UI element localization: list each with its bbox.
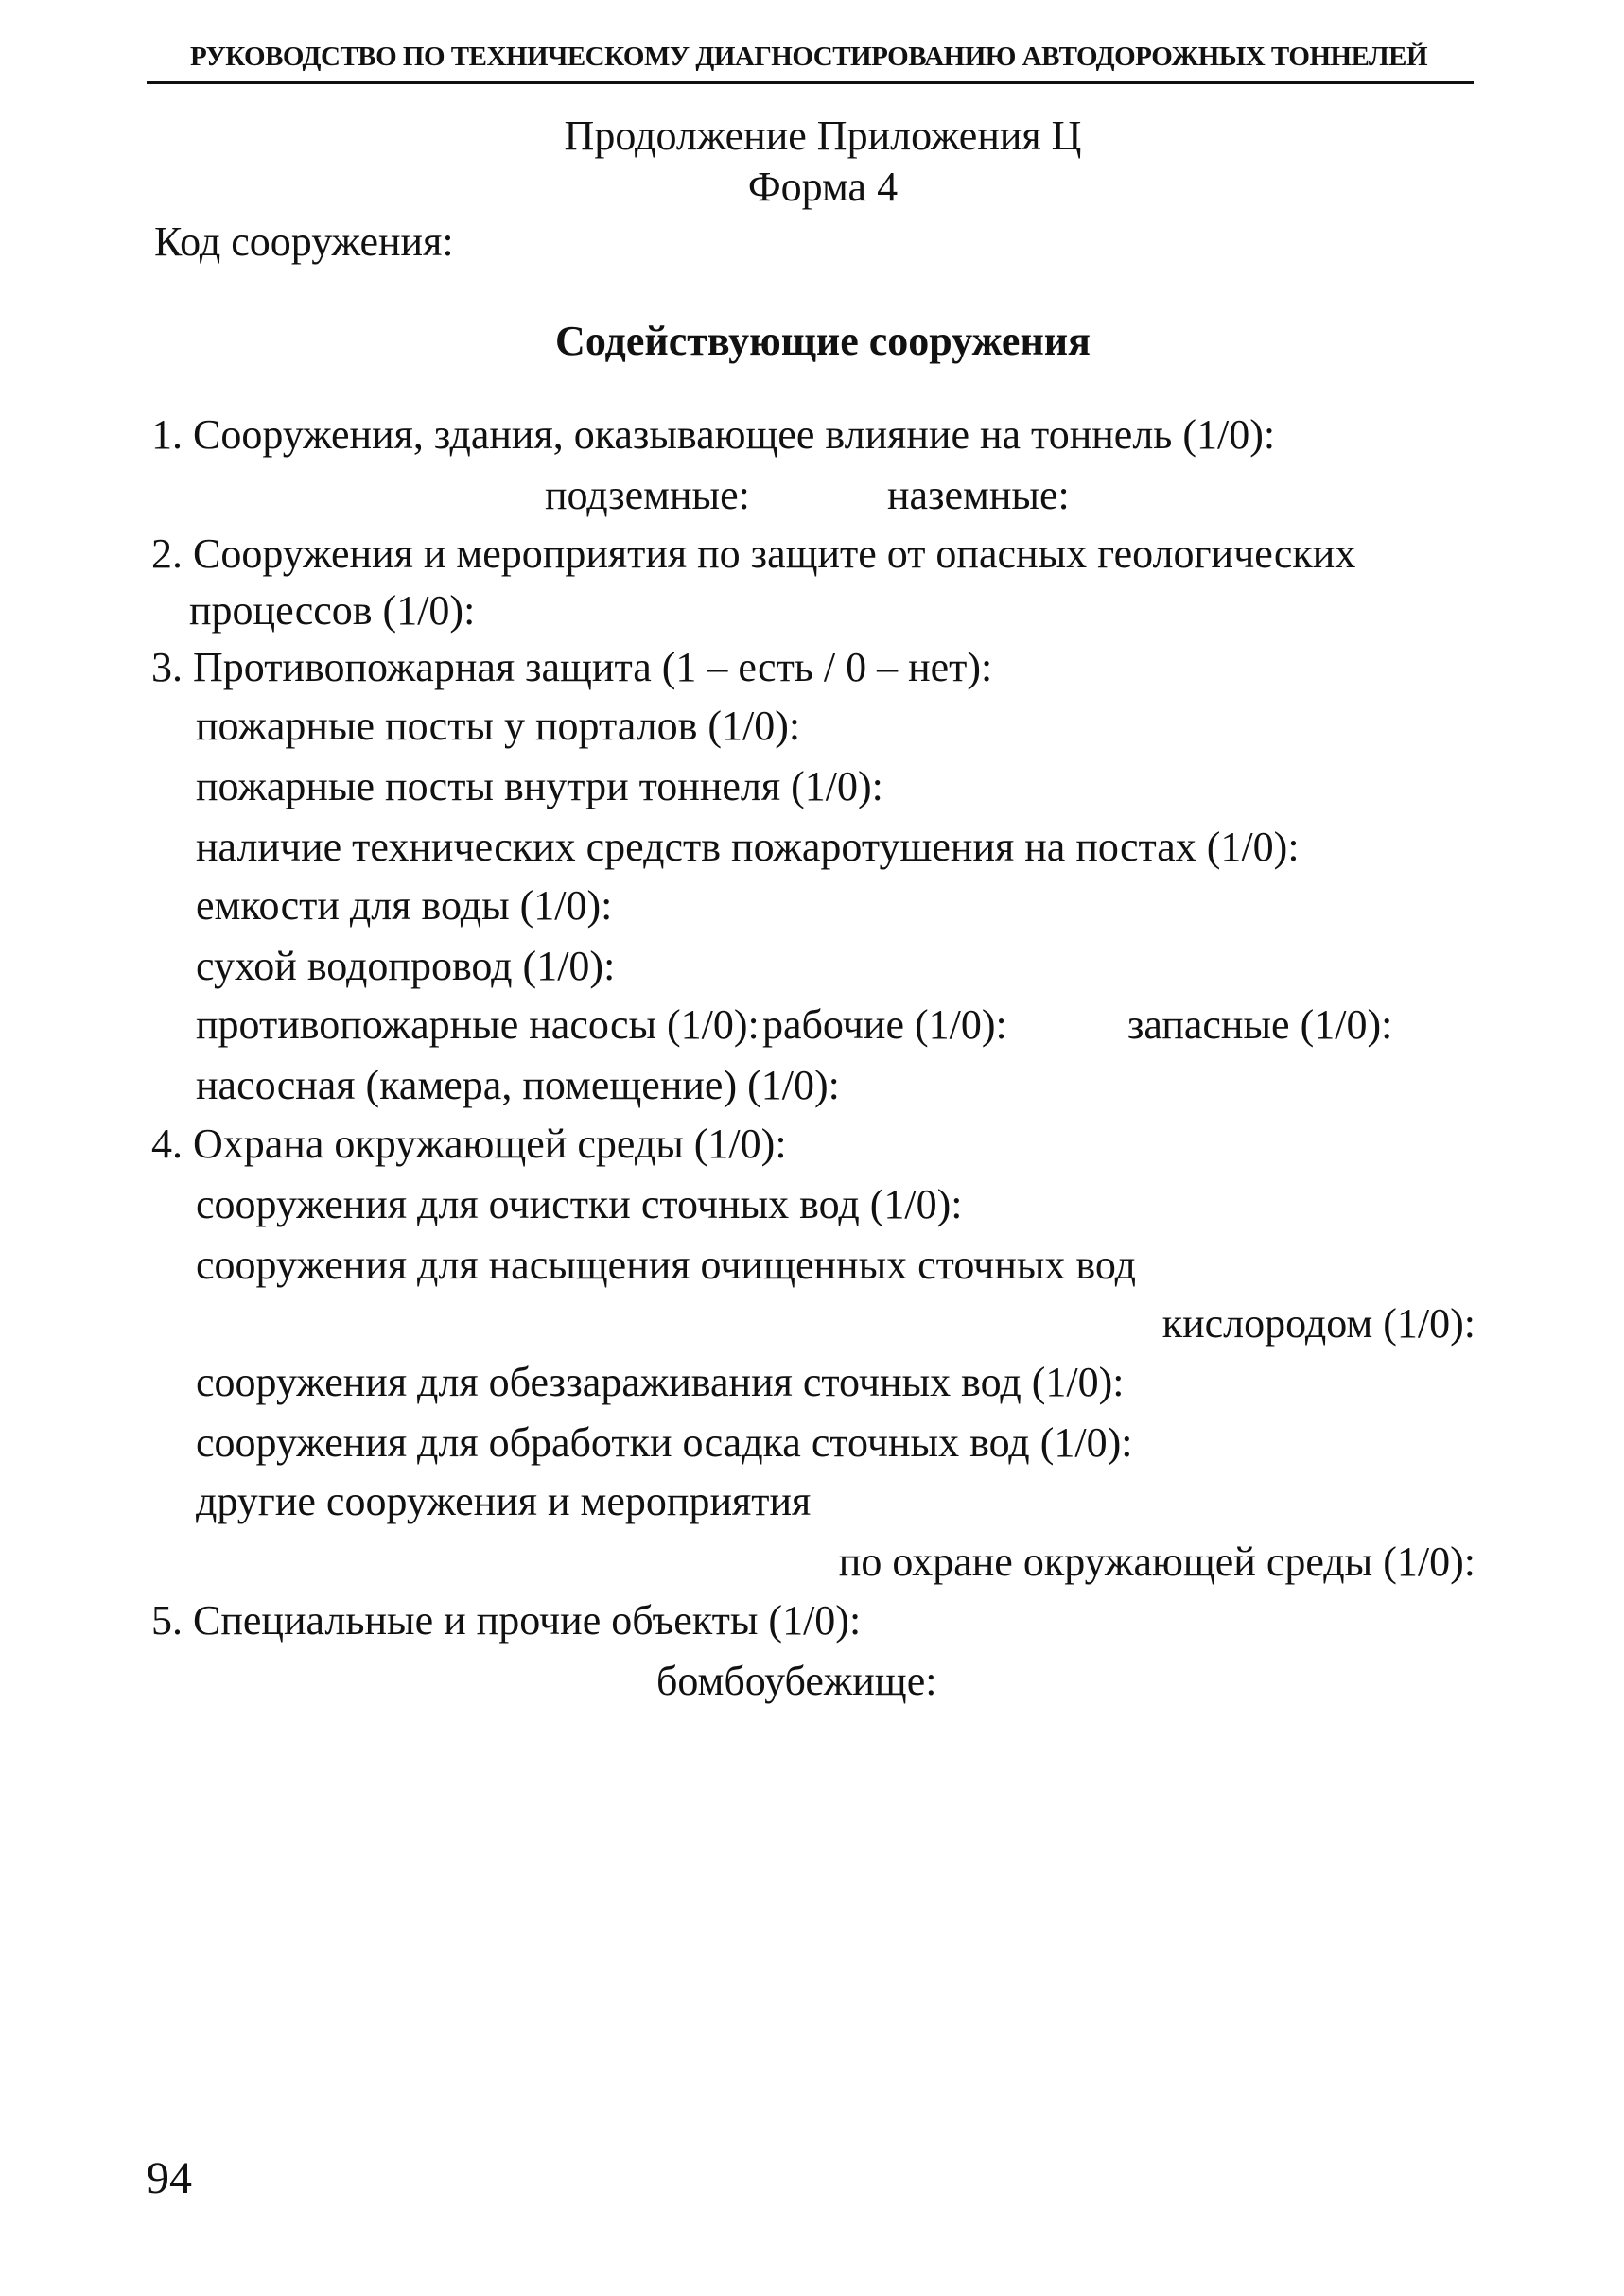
item-4-disinfection: сооружения для обеззараживания сточных вод (1/0):: [196, 1359, 1125, 1405]
section-title: Содействующие сооружения: [555, 318, 1091, 364]
item-1-text: 1. Сооружения, здания, оказывающее влияние на тоннель (1/0):: [151, 411, 1276, 458]
item-4-other-line1: другие сооружения и мероприятия: [196, 1478, 812, 1524]
structure-code-label: Код сооружения:: [154, 218, 454, 265]
header-rule: [147, 81, 1474, 84]
item-1-underground: подземные:: [545, 472, 750, 518]
item-3-pumps: противопожарные насосы (1/0):: [196, 1001, 760, 1048]
item-2-line2: процессов (1/0):: [189, 587, 476, 634]
item-3-spare-pumps: запасные (1/0):: [1127, 1001, 1393, 1048]
item-3-water-tanks: емкости для воды (1/0):: [196, 882, 613, 929]
form-title: Форма 4: [747, 164, 899, 210]
item-3-pump-room: насосная (камера, помещение) (1/0):: [196, 1062, 840, 1108]
item-3-dry-pipe: сухой водопровод (1/0):: [196, 943, 616, 989]
item-5-bomb-shelter: бомбоубежище:: [656, 1658, 937, 1704]
item-4-text: 4. Охрана окружающей среды (1/0):: [151, 1121, 787, 1167]
item-4-wastewater-treatment: сооружения для очистки сточных вод (1/0):: [196, 1181, 963, 1227]
running-header: РУКОВОДСТВО ПО ТЕХНИЧЕСКОМУ ДИАГНОСТИРОВАНИЮ АВТОДОРОЖНЫХ ТОННЕЛЕЙ: [189, 42, 1428, 72]
item-5-text: 5. Специальные и прочие объекты (1/0):: [151, 1597, 862, 1644]
item-3-working-pumps: рабочие (1/0):: [762, 1001, 1007, 1048]
item-4-sludge: сооружения для обработки осадка сточных вод (1/0):: [196, 1419, 1133, 1466]
appendix-title: Продолжение Приложения Ц: [564, 113, 1082, 159]
item-4-other-line2: по охране окружающей среды (1/0):: [838, 1539, 1476, 1585]
item-3-fire-posts-inside: пожарные посты внутри тоннеля (1/0):: [196, 763, 883, 809]
item-2-line1: 2. Сооружения и мероприятия по защите от опасных геологических: [151, 531, 1356, 577]
item-3-text: 3. Противопожарная защита (1 – есть / 0 – нет):: [151, 644, 993, 690]
item-1-surface: наземные:: [887, 472, 1070, 518]
item-4-saturation-line1: сооружения для насыщения очищенных сточных вод: [196, 1242, 1137, 1288]
page-number: 94: [147, 2153, 192, 2203]
item-4-saturation-line2: кислородом (1/0):: [1161, 1300, 1476, 1347]
item-3-fire-posts-portals: пожарные посты у порталов (1/0):: [196, 703, 801, 749]
item-3-tech-means: наличие технических средств пожаротушения на постах (1/0):: [196, 824, 1300, 870]
